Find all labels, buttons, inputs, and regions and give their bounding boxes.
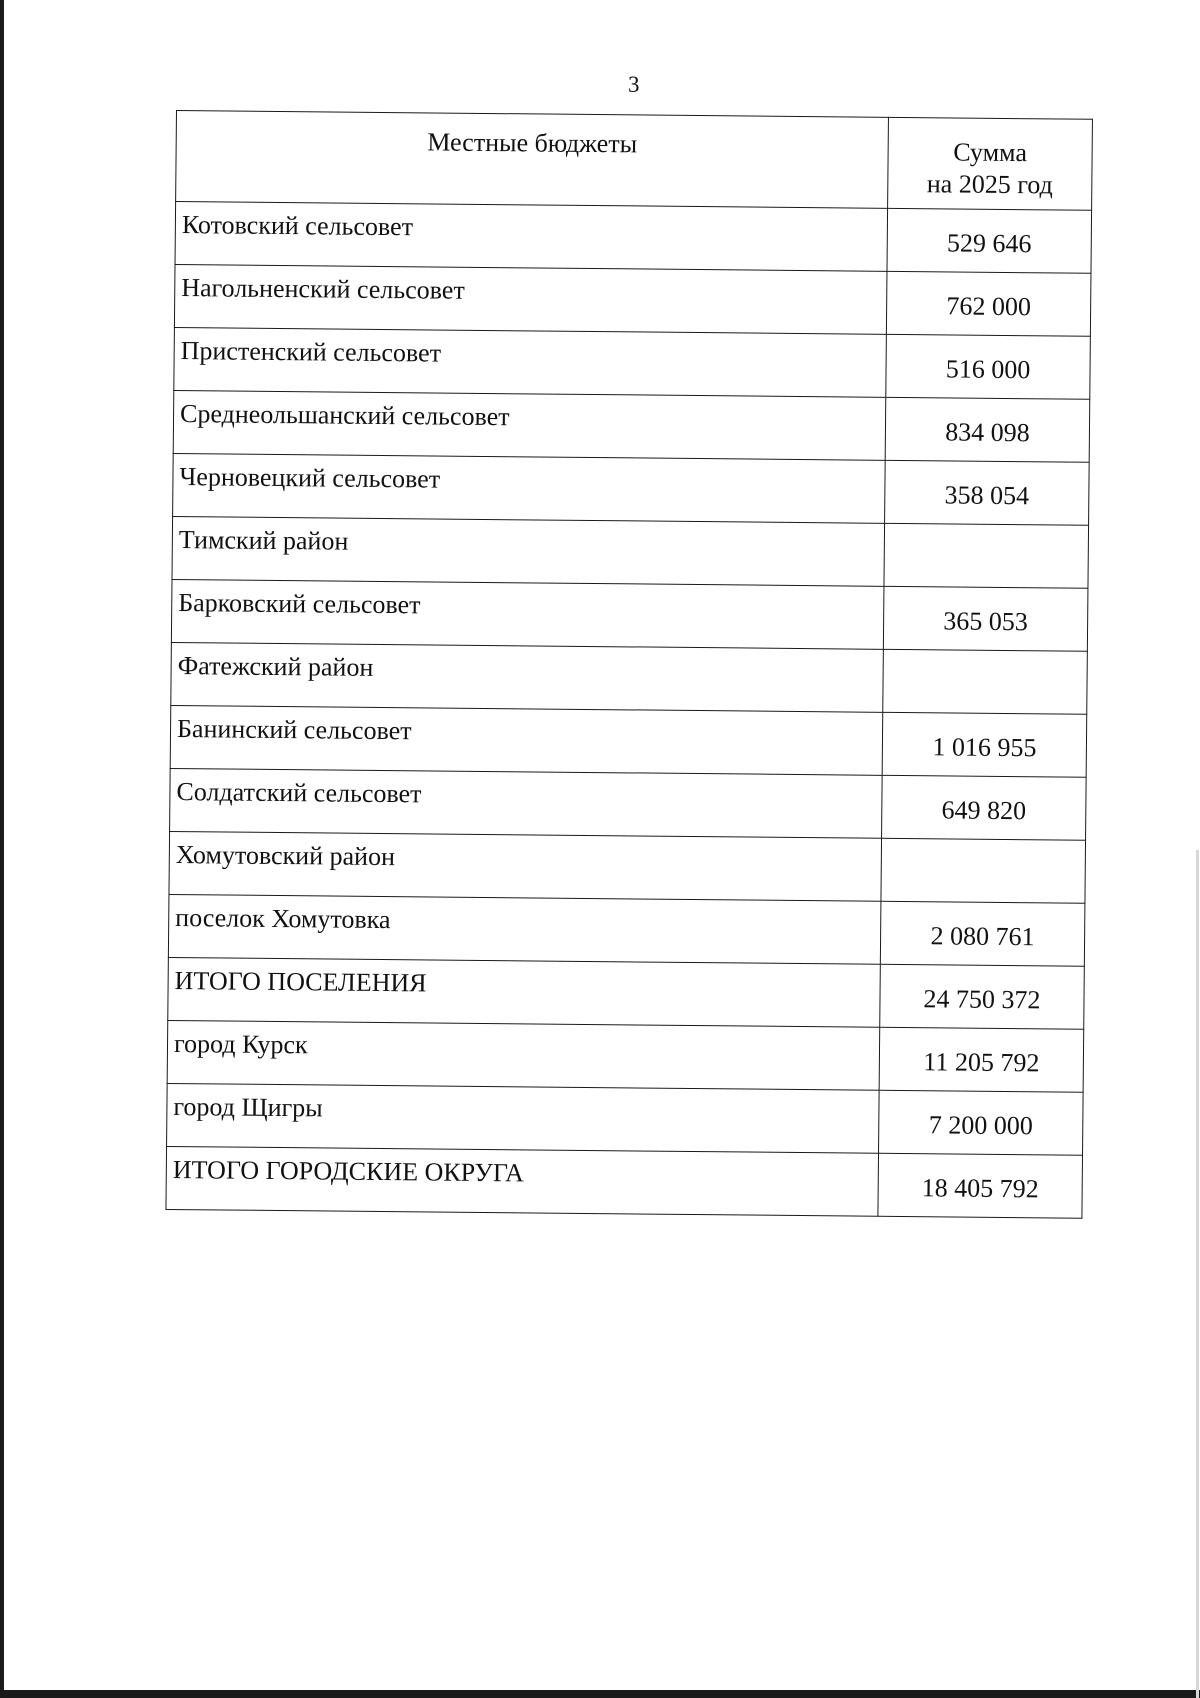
header-sum-2025	[888, 117, 1093, 210]
table-row	[166, 1146, 1083, 1218]
scan-border-right	[1196, 850, 1199, 1698]
budget-name-cell: Черновецкий сельсовет	[173, 453, 886, 523]
budget-sum-cell	[881, 838, 1086, 903]
budget-name-cell: Нагольненский сельсовет	[174, 264, 887, 334]
table-row	[170, 705, 1087, 777]
table-row	[174, 327, 1091, 399]
budget-sum-cell: 762 000	[886, 271, 1091, 336]
budget-sum-cell: 7 200 000	[879, 1090, 1084, 1155]
table-row	[174, 264, 1091, 336]
table-row	[170, 768, 1087, 840]
budget-name-cell: город Курск	[167, 1020, 880, 1090]
scan-border-bottom	[0, 1690, 1200, 1698]
table-body	[166, 202, 1092, 1219]
budget-sum-cell: 24 750 372	[880, 964, 1085, 1029]
table-header-row	[176, 111, 1093, 211]
budget-sum-cell: 11 205 792	[879, 1027, 1084, 1092]
table-row	[167, 1083, 1084, 1155]
budget-name-cell: Фатежский район	[171, 642, 884, 712]
budget-name-cell: Пристенский сельсовет	[174, 327, 887, 397]
budget-sum-cell	[884, 523, 1089, 588]
budget-sum-cell: 358 054	[885, 460, 1090, 525]
table-row	[171, 579, 1088, 651]
budget-name-cell: Барковский сельсовет	[171, 579, 884, 649]
budget-sum-cell: 516 000	[886, 334, 1091, 399]
table-row	[175, 202, 1092, 274]
header-sum-line2: на 2025 год	[926, 169, 1053, 200]
table-row	[167, 1020, 1084, 1092]
budget-name-cell: Котовский сельсовет	[175, 202, 888, 272]
budget-sum-cell: 1 016 955	[882, 712, 1087, 777]
budget-sum-cell: 365 053	[883, 586, 1088, 651]
budget-name-cell: поселок Хомутовка	[168, 894, 881, 964]
table-row	[173, 390, 1090, 462]
budget-name-cell: ИТОГО ГОРОДСКИЕ ОКРУГА	[166, 1146, 879, 1216]
table-row	[171, 642, 1088, 714]
budget-name-cell: Банинский сельсовет	[170, 705, 883, 775]
table-row	[168, 894, 1085, 966]
budget-sum-cell	[883, 649, 1088, 714]
budget-table	[165, 110, 1093, 1219]
budget-sum-cell: 18 405 792	[878, 1153, 1083, 1218]
budget-name-cell: Хомутовский район	[169, 831, 882, 901]
table-row	[168, 957, 1085, 1029]
header-sum-line1: Сумма	[953, 137, 1028, 168]
table-row	[172, 516, 1089, 588]
budget-sum-cell: 2 080 761	[880, 901, 1085, 966]
budget-name-cell: ИТОГО ПОСЕЛЕНИЯ	[168, 957, 881, 1027]
budget-name-cell: Среднеольшанский сельсовет	[173, 390, 886, 460]
budget-name-cell: город Щигры	[167, 1083, 880, 1153]
budget-name-cell: Солдатский сельсовет	[170, 768, 883, 838]
budget-sum-cell: 649 820	[882, 775, 1087, 840]
budget-sum-cell: 834 098	[885, 397, 1090, 462]
header-local-budgets: Местные бюджеты	[176, 111, 889, 209]
budget-name-cell: Тимский район	[172, 516, 885, 586]
page-number: 3	[628, 72, 640, 97]
table-row	[169, 831, 1086, 903]
table-row	[173, 453, 1090, 525]
budget-sum-cell: 529 646	[887, 208, 1092, 273]
scan-border-left	[0, 0, 4, 1698]
